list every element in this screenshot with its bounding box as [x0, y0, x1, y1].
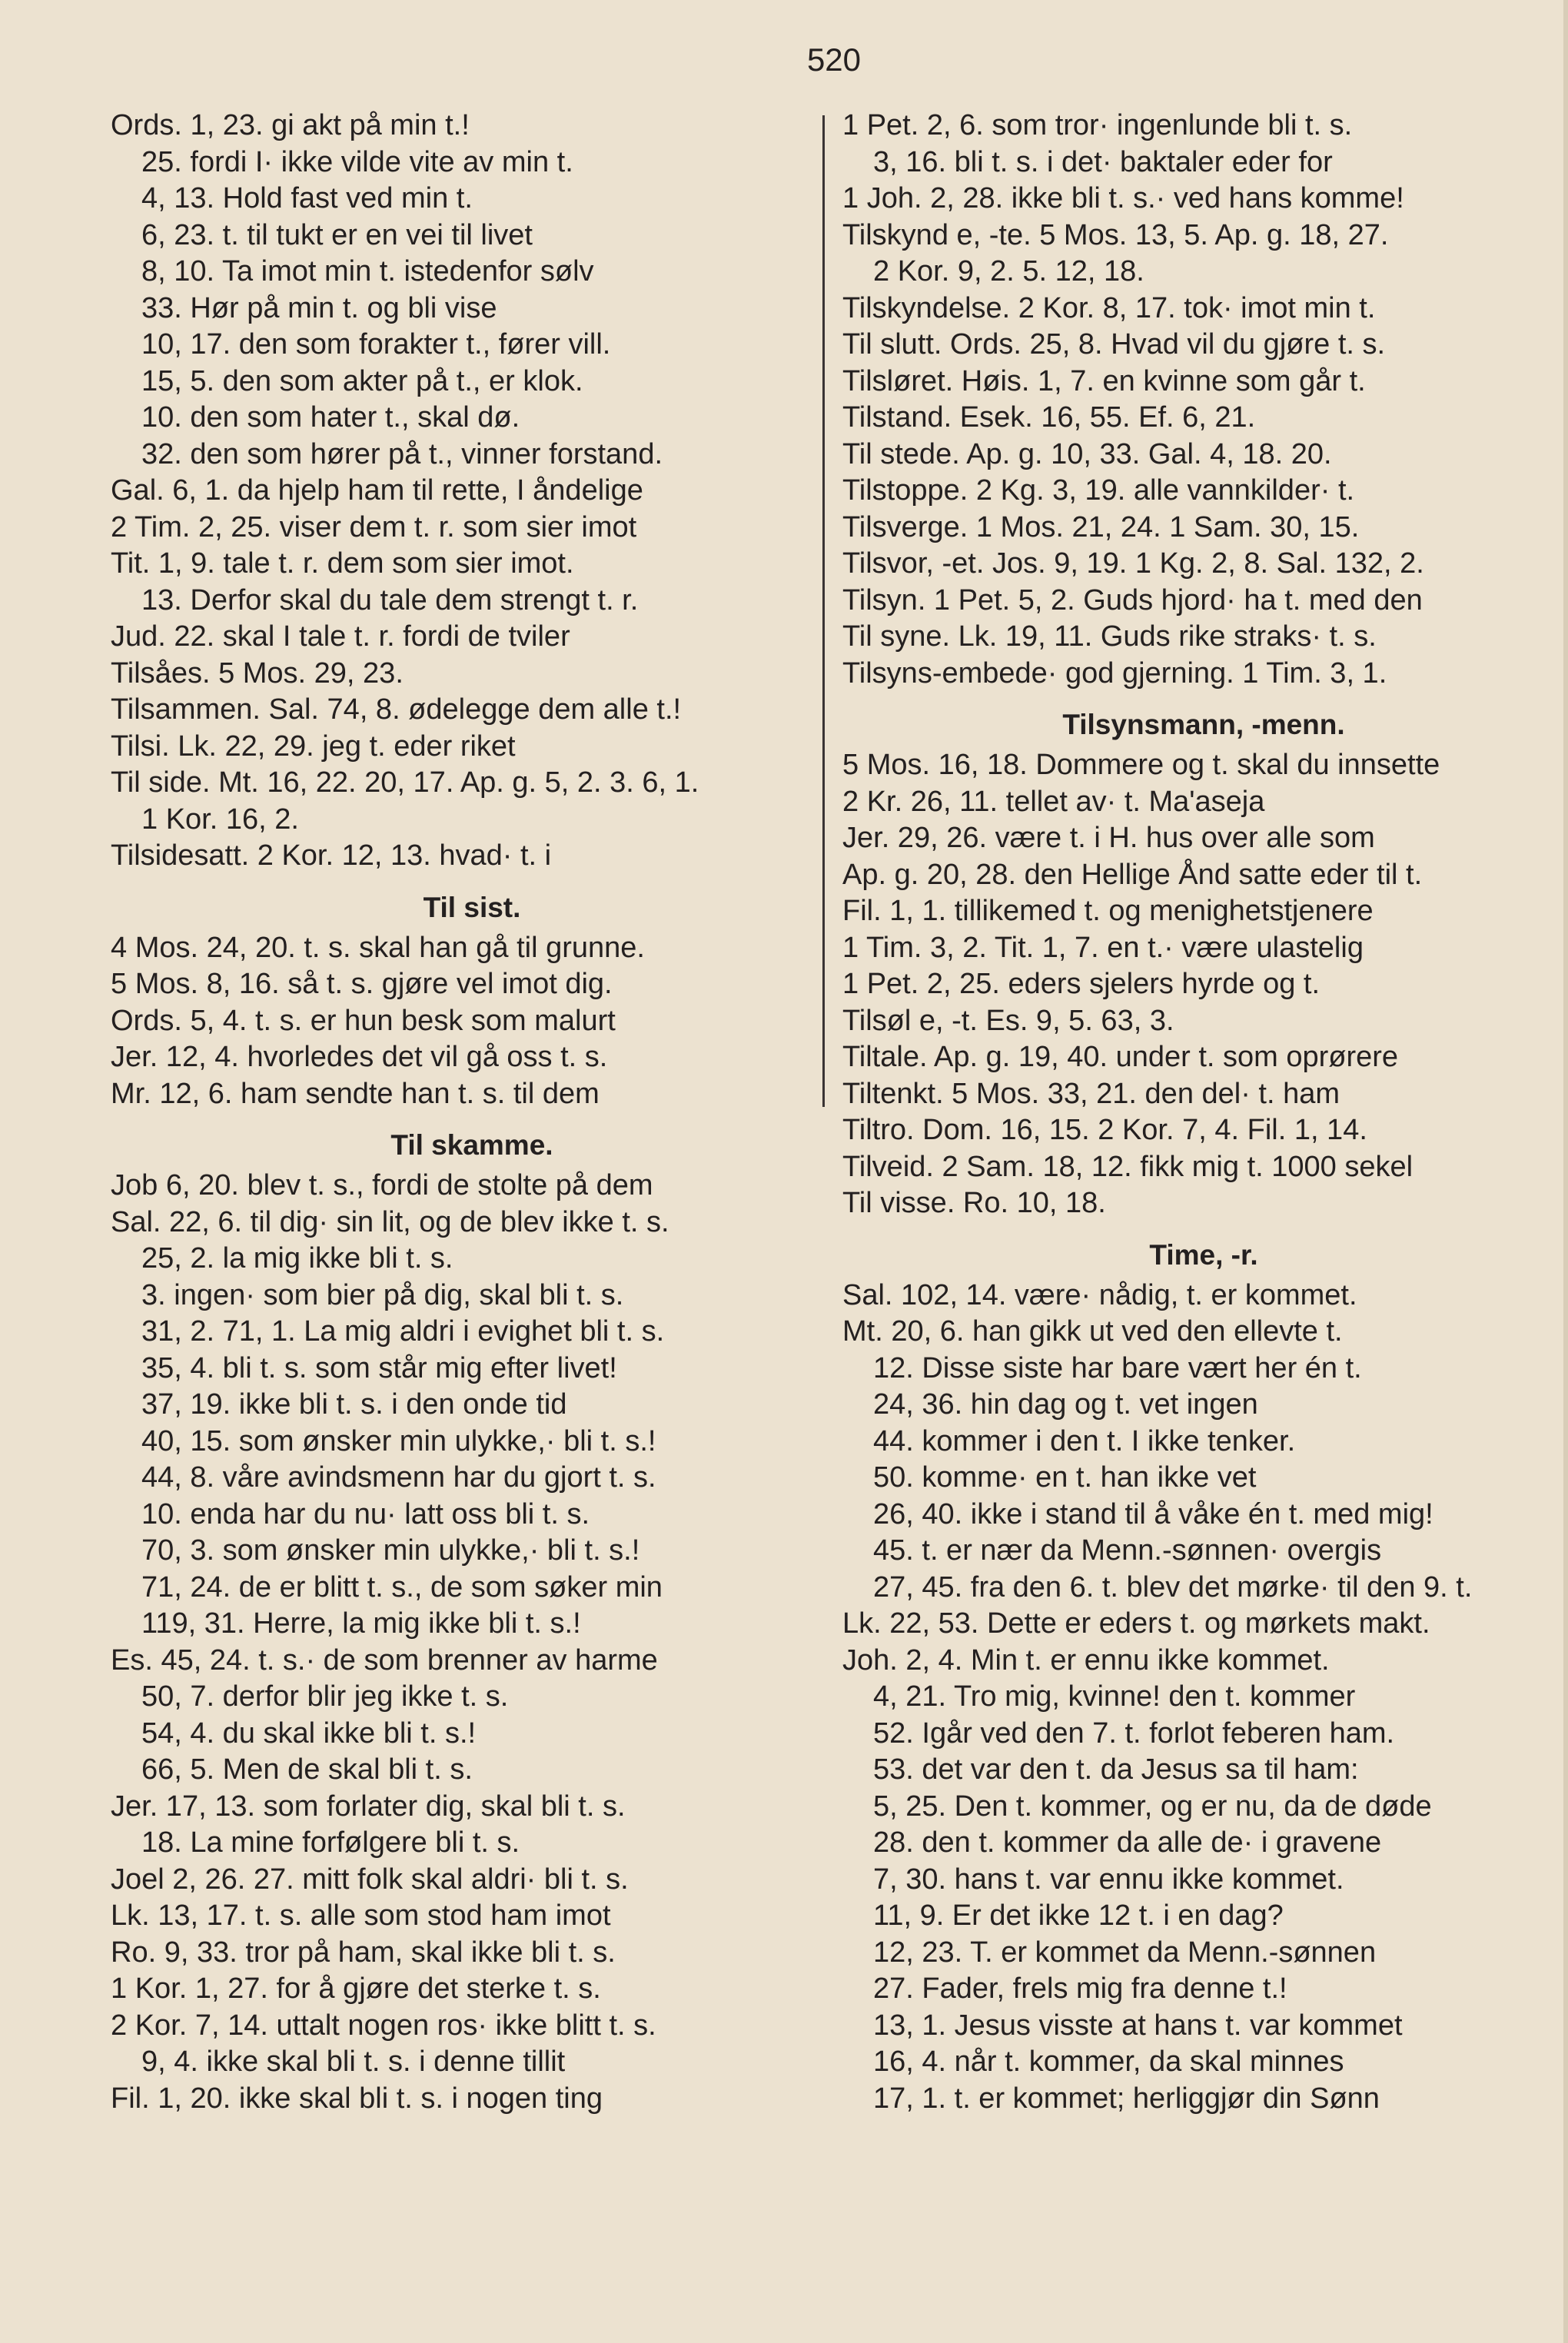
index-entry: Gal. 6, 1. da hjelp ham til rette, I åndelige [111, 474, 643, 507]
index-entry: Tilsyns-embede· god gjerning. 1 Tim. 3, 1. [842, 656, 1387, 690]
page-number: 520 [806, 42, 862, 78]
index-entry: Sal. 22, 6. til dig· sin lit, og de blev ikke t. s. [111, 1205, 669, 1238]
index-entry: 10, 17. den som forakter t., fører vill. [141, 328, 611, 361]
index-entry: 6, 23. t. til tukt er en vei til livet [141, 218, 533, 251]
index-entry: Tilsåes. 5 Mos. 29, 23. [111, 656, 404, 690]
index-entry: 53. det var den t. da Jesus sa til ham: [873, 1753, 1359, 1786]
index-entry: Mr. 12, 6. ham sendte han t. s. til dem [111, 1077, 600, 1110]
index-entry: 3, 16. bli t. s. i det· baktaler eder for [873, 145, 1333, 178]
index-entry: Til stede. Ap. g. 10, 33. Gal. 4, 18. 20. [842, 437, 1332, 470]
index-entry: 45. t. er nær da Menn.-sønnen· overgis [873, 1534, 1382, 1567]
index-entry: Mt. 20, 6. han gikk ut ved den ellevte t. [842, 1315, 1343, 1348]
index-entry: 15, 5. den som akter på t., er klok. [141, 364, 583, 397]
index-entry: Tilstoppe. 2 Kg. 3, 19. alle vannkilder· t. [842, 474, 1355, 507]
index-entry: 4, 21. Tro mig, kvinne! den t. kommer [873, 1680, 1356, 1713]
index-entry: 5, 25. Den t. kommer, og er nu, da de døde [873, 1790, 1432, 1823]
right-column [842, 108, 1565, 2117]
index-entry: 37, 19. ikke bli t. s. i den onde tid [141, 1388, 567, 1421]
index-entry: Ro. 9, 33. tror på ham, skal ikke bli t. s. [111, 1936, 616, 1969]
index-entry: 2 Kor. 9, 2. 5. 12, 18. [873, 255, 1144, 287]
index-entry: 1 Pet. 2, 25. eders sjelers hyrde og t. [842, 968, 1321, 1000]
index-entry: 7, 30. hans t. var ennu ikke kommet. [873, 1863, 1344, 1896]
index-entry: 2 Tim. 2, 25. viser dem t. r. som sier imot [111, 510, 637, 543]
index-entry: Joh. 2, 4. Min t. er ennu ikke kommet. [842, 1643, 1330, 1677]
index-entry: Tilsøl e, -t. Es. 9, 5. 63, 3. [842, 1004, 1174, 1037]
index-entry: 54, 4. du skal ikke bli t. s.! [141, 1717, 477, 1750]
section-heading: Til skamme. [390, 1129, 553, 1161]
index-entry: 26, 40. ikke i stand til å våke én t. med mig! [873, 1497, 1433, 1530]
index-entry: 12, 23. T. er kommet da Menn.-sønnen [873, 1936, 1377, 1969]
index-entry: Jer. 29, 26. være t. i H. hus over alle som [842, 822, 1375, 854]
index-entry: Sal. 102, 14. være· nådig, t. er kommet. [842, 1278, 1357, 1311]
index-entry: 2 Kor. 7, 14. uttalt nogen ros· ikke blitt t. s. [111, 2009, 656, 2042]
index-entry: Joel 2, 26. 27. mitt folk skal aldri· bli t. s. [111, 1863, 629, 1896]
index-entry: Tiltale. Ap. g. 19, 40. under t. som oprørere [842, 1041, 1399, 1073]
index-entry: 3. ingen· som bier på dig, skal bli t. s. [141, 1278, 624, 1311]
index-entry: 25, 2. la mig ikke bli t. s. [141, 1242, 453, 1275]
index-entry: Ap. g. 20, 28. den Hellige Ånd satte eder til t. [842, 858, 1423, 891]
index-entry: 18. La mine forfølgere bli t. s. [141, 1826, 520, 1859]
index-entry: 44. kommer i den t. I ikke tenker. [873, 1424, 1296, 1457]
index-entry: Jud. 22. skal I tale t. r. fordi de tviler [111, 620, 570, 653]
index-entry: 50, 7. derfor blir jeg ikke t. s. [141, 1680, 509, 1713]
index-entry: 27, 45. fra den 6. t. blev det mørke· til den 9. t. [873, 1570, 1473, 1604]
index-entry: Tilsidesatt. 2 Kor. 12, 13. hvad· t. i [111, 839, 552, 872]
index-entry: 50. komme· en t. han ikke vet [873, 1461, 1257, 1494]
index-entry: 17, 1. t. er kommet; herliggjør din Sønn [873, 2082, 1380, 2115]
index-entry: Tit. 1, 9. tale t. r. dem som sier imot. [111, 547, 574, 580]
index-entry: 1 Kor. 16, 2. [141, 803, 299, 836]
index-entry: 13, 1. Jesus visste at hans t. var kommet [873, 2009, 1403, 2042]
index-entry: 70, 3. som ønsker min ulykke,· bli t. s.! [141, 1534, 640, 1567]
index-entry: 71, 24. de er blitt t. s., de som søker min [141, 1570, 663, 1604]
index-entry: Lk. 22, 53. Dette er eders t. og mørkets makt. [842, 1607, 1430, 1640]
index-entry: 4, 13. Hold fast ved min t. [141, 182, 473, 214]
section-heading: Time, -r. [1149, 1238, 1258, 1271]
index-entry: Tilsi. Lk. 22, 29. jeg t. eder riket [111, 729, 516, 763]
index-entry: 28. den t. kommer da alle de· i gravene [873, 1826, 1382, 1859]
index-entry: 119, 31. Herre, la mig ikke bli t. s.! [141, 1607, 581, 1640]
index-entry: 33. Hør på min t. og bli vise [141, 291, 497, 324]
index-entry: 2 Kr. 26, 11. tellet av· t. Ma'aseja [842, 785, 1265, 818]
index-entry: 25. fordi I· ikke vilde vite av min t. [141, 145, 573, 178]
index-entry: Til visse. Ro. 10, 18. [842, 1187, 1106, 1219]
index-entry: 12. Disse siste har bare vært her én t. [873, 1351, 1362, 1384]
index-entry: 35, 4. bli t. s. som står mig efter livet! [141, 1351, 617, 1384]
index-entry: 8, 10. Ta imot min t. istedenfor sølv [141, 255, 594, 287]
index-entry: Til side. Mt. 16, 22. 20, 17. Ap. g. 5, 2. 3. 6, 1. [111, 766, 699, 799]
index-entry: 9, 4. ikke skal bli t. s. i denne tillit [141, 2046, 566, 2078]
index-entry: 4 Mos. 24, 20. t. s. skal han gå til grunne. [111, 931, 645, 964]
index-entry: 40, 15. som ønsker min ulykke,· bli t. s.! [141, 1424, 656, 1457]
section-heading: Til sist. [423, 891, 521, 923]
index-entry: 27. Fader, frels mig fra denne t.! [873, 1972, 1287, 2005]
index-entry: Tilskynd e, -te. 5 Mos. 13, 5. Ap. g. 18, 27. [842, 218, 1389, 251]
index-entry: Tilskyndelse. 2 Kor. 8, 17. tok· imot min t. [842, 291, 1376, 324]
index-entry: 44, 8. våre avindsmenn har du gjort t. s. [141, 1461, 656, 1494]
index-entry: 10. enda har du nu· latt oss bli t. s. [141, 1497, 590, 1530]
index-entry: 5 Mos. 16, 18. Dommere og t. skal du innsette [842, 749, 1440, 781]
index-entry: 13. Derfor skal du tale dem strengt t. r. [141, 583, 639, 616]
index-entry: Es. 45, 24. t. s.· de som brenner av harme [111, 1643, 658, 1677]
index-entry: 32. den som hører på t., vinner forstand. [141, 437, 663, 470]
index-entry: Tilsløret. Høis. 1, 7. en kvinne som går t. [842, 364, 1366, 397]
index-entry: 10. den som hater t., skal dø. [141, 401, 520, 434]
index-entry: Tilsvor, -et. Jos. 9, 19. 1 Kg. 2, 8. Sal. 132, 2. [842, 547, 1424, 580]
index-entry: 31, 2. 71, 1. La mig aldri i evighet bli t. s. [141, 1315, 665, 1348]
index-entry: Jer. 12, 4. hvorledes det vil gå oss t. s. [111, 1041, 608, 1073]
index-entry: Tilsverge. 1 Mos. 21, 24. 1 Sam. 30, 15. [842, 510, 1360, 543]
section-heading: Tilsynsmann, -menn. [1062, 709, 1345, 740]
index-entry: Tilsyn. 1 Pet. 5, 2. Guds hjord· ha t. med den [842, 583, 1423, 616]
index-entry: Tilstand. Esek. 16, 55. Ef. 6, 21. [842, 401, 1256, 434]
index-entry: 24, 36. hin dag og t. vet ingen [873, 1388, 1258, 1421]
index-entry: Lk. 13, 17. t. s. alle som stod ham imot [111, 1899, 611, 1932]
index-entry: 66, 5. Men de skal bli t. s. [141, 1753, 473, 1786]
index-entry: Jer. 17, 13. som forlater dig, skal bli t. s. [111, 1790, 626, 1823]
index-entry: Fil. 1, 20. ikke skal bli t. s. i nogen ting [111, 2082, 603, 2115]
index-entry: Fil. 1, 1. tillikemed t. og menighetstjenere [842, 895, 1374, 927]
index-entry: 1 Tim. 3, 2. Tit. 1, 7. en t.· være ulastelig [842, 931, 1364, 964]
index-entry: 52. Igår ved den 7. t. forlot feberen ham. [873, 1717, 1395, 1750]
index-entry: Tilveid. 2 Sam. 18, 12. fikk mig t. 1000 sekel [842, 1150, 1414, 1183]
index-entry: Tilsammen. Sal. 74, 8. ødelegge dem alle t.! [111, 693, 682, 726]
index-entry: 5 Mos. 8, 16. så t. s. gjøre vel imot dig. [111, 968, 613, 1000]
index-entry: 1 Kor. 1, 27. for å gjøre det sterke t. s. [111, 1972, 601, 2005]
index-entry: Job 6, 20. blev t. s., fordi de stolte på dem [111, 1169, 653, 1201]
index-entry: 16, 4. når t. kommer, da skal minnes [873, 2046, 1344, 2078]
index-entry: 11, 9. Er det ikke 12 t. i en dag? [873, 1899, 1284, 1932]
index-entry: Til slutt. Ords. 25, 8. Hvad vil du gjøre t. s. [842, 328, 1386, 361]
index-entry: Ords. 5, 4. t. s. er hun besk som malurt [111, 1004, 616, 1037]
left-column [111, 108, 833, 2117]
index-entry: Tiltro. Dom. 16, 15. 2 Kor. 7, 4. Fil. 1, 14. [842, 1114, 1367, 1146]
index-entry: 1 Pet. 2, 6. som tror· ingenlunde bli t. s. [842, 109, 1353, 141]
index-entry: Til syne. Lk. 19, 11. Guds rike straks· t. s. [842, 620, 1377, 653]
index-entry: Ords. 1, 23. gi akt på min t.! [111, 109, 470, 141]
index-entry: 1 Joh. 2, 28. ikke bli t. s.· ved hans komme! [842, 182, 1404, 214]
index-entry: Tiltenkt. 5 Mos. 33, 21. den del· t. ham [842, 1077, 1340, 1110]
